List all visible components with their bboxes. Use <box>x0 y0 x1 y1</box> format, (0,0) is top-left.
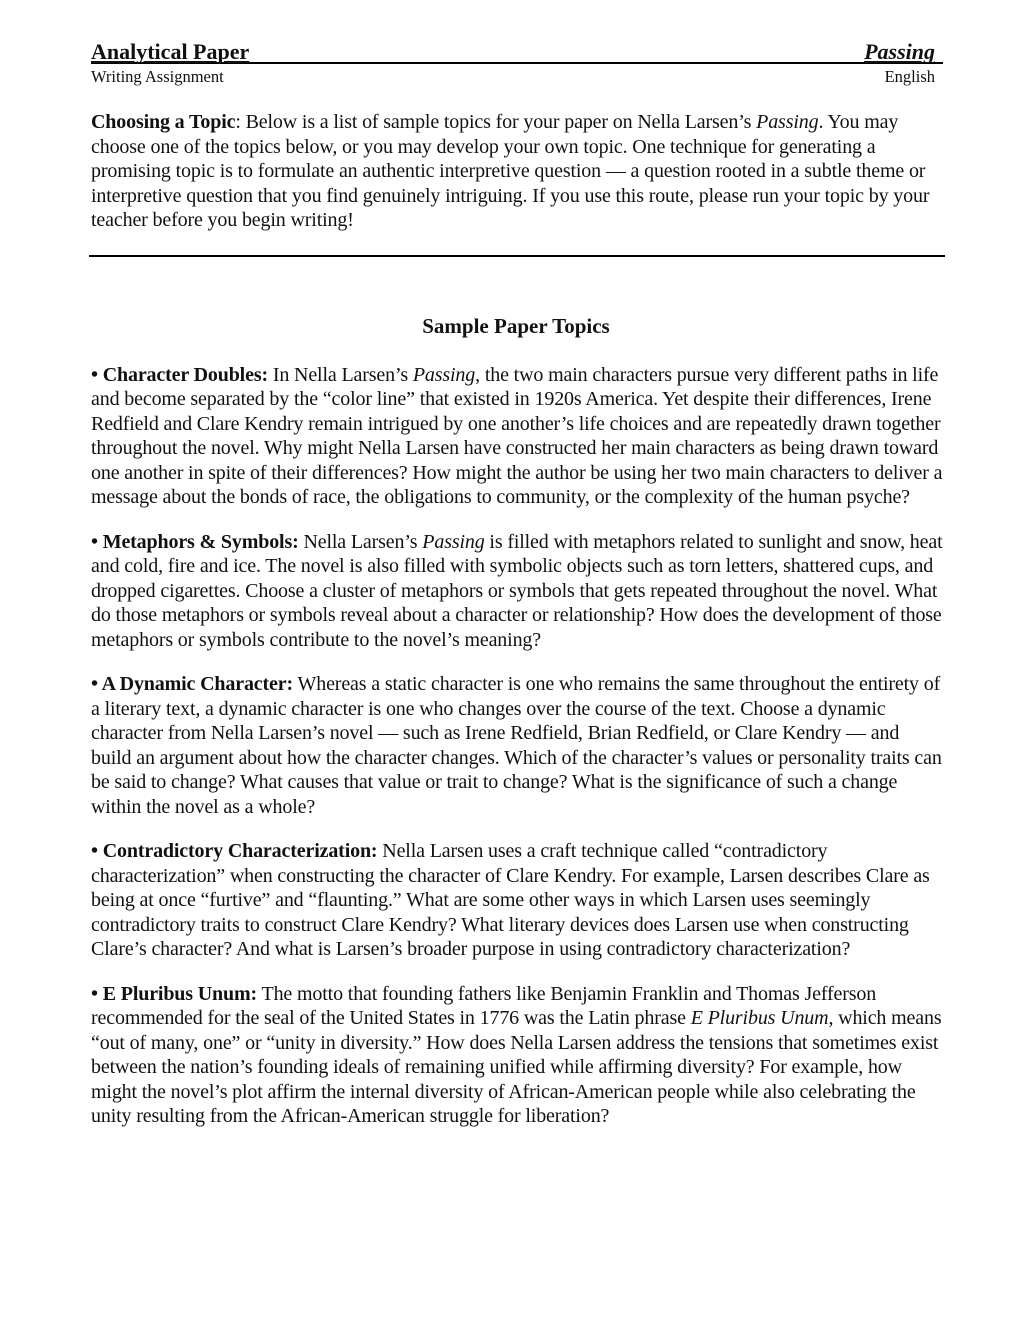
bullet: • <box>91 530 98 553</box>
topic-text: In Nella Larsen’s <box>267 363 413 386</box>
topic-metaphors-symbols <box>91 530 943 653</box>
header-rule <box>91 38 943 64</box>
bullet: • <box>91 982 98 1005</box>
topic-e-pluribus-unum <box>91 982 943 1129</box>
topic-dynamic-character <box>91 672 943 819</box>
topic-label: Character Doubles: <box>102 363 268 386</box>
topic-italic: Passing <box>422 530 485 553</box>
bullet: • <box>91 363 98 386</box>
book-title: Passing <box>864 39 935 64</box>
topic-label: E Pluribus Unum: <box>102 982 258 1005</box>
bullet: • <box>91 673 98 695</box>
topic-contradictory-characterization <box>91 839 943 962</box>
topic-text: Nella Larsen’s <box>298 530 423 553</box>
topic-italic: Passing <box>412 363 476 386</box>
header-subtitle-row <box>91 64 943 86</box>
bullet: • <box>91 840 98 862</box>
subject-label: English <box>884 67 935 86</box>
topic-list <box>91 363 943 1129</box>
intro-text-2: . You may choose one of the topics below, or you may develop your own topic. One technique for generating a promising topic is to formulate an authentic interpretive question — a question rooted in a subtle theme or interpretive question that you find genuinely intriguing. If you use this route, please run your topic by your teacher before you begin writing! <box>91 111 930 231</box>
intro-label: Choosing a Topic <box>91 111 236 133</box>
topic-text: is filled with metaphors related to sunlight and snow, heat and cold, fire and ice. The novel is also filled with symbolic objects such as torn letters, shattered cups, and dropped cigarettes. Choose a cluster of metaphors or symbols that gets repeated throughout the novel. What do those metaphors or symbols reveal about a character or relationship? How does the development of those metaphors or symbols contribute to the novel’s meaning? <box>91 530 943 651</box>
document-title: Analytical Paper <box>91 39 250 64</box>
topic-text: Whereas a static character is one who remains the same throughout the entirety of a literary text, a dynamic character is one who changes over the course of the text. Choose a dynamic character from Nella Larsen’s novel — such as Irene Redfield, Brian Redfield, or Clare Kendry — and build an argument about how the character changes. Which of the character’s values or personality traits can be said to change? What causes that value or trait to change? What is the significance of such a change within the novel as a whole? <box>91 673 942 818</box>
topic-label: Metaphors & Symbols: <box>102 530 299 553</box>
topic-character-doubles <box>91 363 943 510</box>
topic-label: A Dynamic Character: <box>101 673 294 695</box>
intro-paragraph <box>91 110 941 233</box>
topic-label: Contradictory Characterization: <box>102 840 378 862</box>
topic-text: , which means “out of many, one” or “unity in diversity.” How does Nella Larsen address the tensions that sometimes exist between the nation’s founding ideals of remaining unified while affirming diversity? For example, how might the novel’s plot affirm the internal diversity of African-American people while also celebrating the unity resulting from the African-American struggle for liberation? <box>91 1007 942 1127</box>
topic-text: Nella Larsen uses a craft technique called “contradictory characterization” when constructing the character of Clare Kendry. For example, Larsen describes Clare as being at once “furtive” and “flaunting.” What are some other ways in which Larsen uses seemingly contradictory traits to construct Clare Kendry? What literary devices does Larsen use when constructing Clare’s character? And what is Larsen’s broader purpose in using contradictory characterization? <box>91 840 930 960</box>
topic-text: The motto that founding fathers like Benjamin Franklin and Thomas Jefferson recommended for the seal of the United States in 1776 was the Latin phrase <box>91 982 877 1029</box>
intro-text-1: : Below is a list of sample topics for your paper on Nella Larsen’s <box>235 111 757 133</box>
document-subtitle: Writing Assignment <box>91 67 224 86</box>
section-divider <box>89 255 945 257</box>
topic-text: , the two main characters pursue very different paths in life and become separated by the “color line” that existed in 1920s America. Yet despite their differences, Irene Redfield and Clare Kendry remain intrigued by one another’s life choices and are repeatedly drawn together throughout the novel. Why might Nella Larsen have constructed her main characters as being drawn toward one another in spite of their differences? How might the author be using her two main characters to deliver a message about the bonds of race, the obligations to community, or the complexity of the human psyche? <box>91 363 943 508</box>
intro-book-title: Passing <box>756 111 819 133</box>
document-page <box>91 38 943 1149</box>
section-title: Sample Paper Topics <box>422 313 610 338</box>
topic-italic: E Pluribus Unum <box>690 1007 829 1029</box>
